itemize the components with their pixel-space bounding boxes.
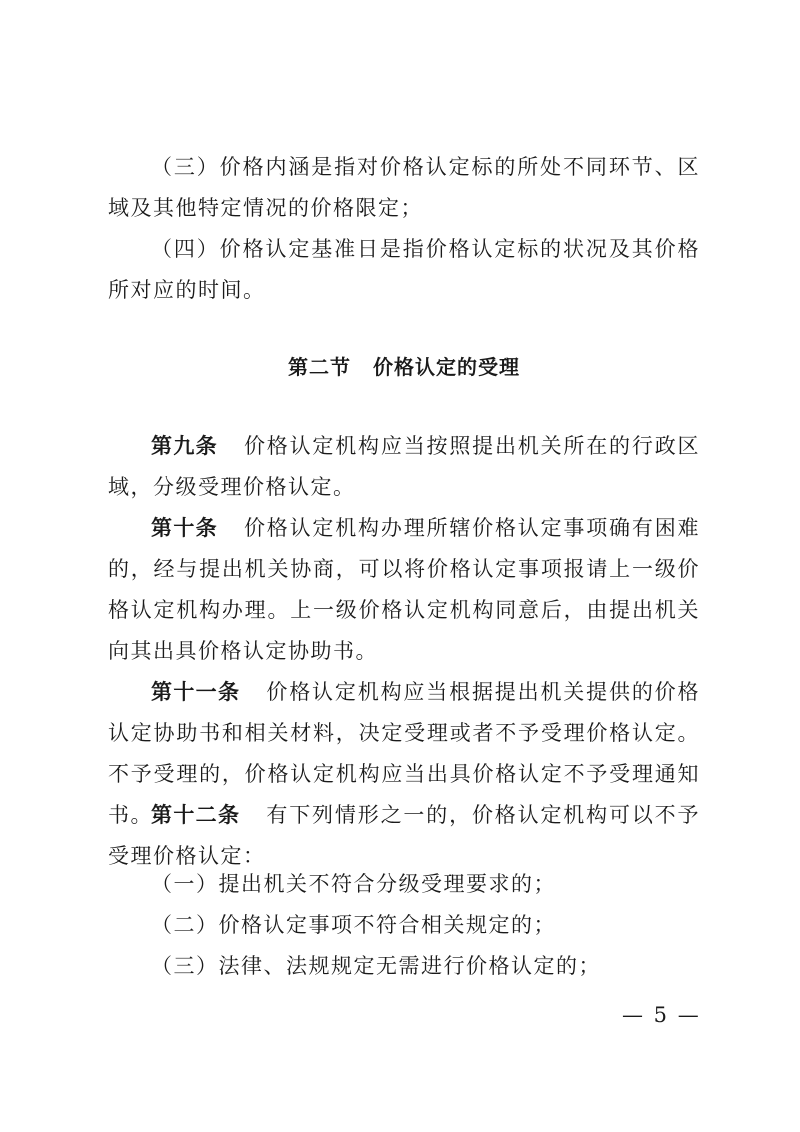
article-10	[108, 508, 700, 672]
paragraph-price-connotation: （三）价格内涵是指对价格认定标的所处不同环节、区域及其他特定情况的价格限定；	[108, 155, 700, 220]
section-number: 第二节	[288, 355, 351, 379]
article-lead: 第十条	[151, 516, 218, 540]
list-item: （三）法律、法规规定无需进行价格认定的；	[151, 954, 601, 978]
article-lead: 第十一条	[151, 680, 241, 704]
list-item: （一）提出机关不符合分级受理要求的；	[151, 872, 556, 896]
article-text: 价格认定机构应当按照提出机关所在的行政区域，分级受理价格认定。	[108, 434, 701, 499]
section-heading	[108, 349, 700, 385]
section-title: 价格认定的受理	[373, 355, 520, 379]
paragraph-base-date: （四）价格认定基准日是指价格认定标的状况及其价格所对应的时间。	[108, 237, 700, 302]
article-text: 有下列情形之一的，价格认定机构可以不予受理价格认定：	[108, 803, 701, 868]
article-lead: 第九条	[151, 434, 218, 458]
article-lead: 第十二条	[151, 803, 241, 827]
page-number: — 5 —	[622, 1003, 701, 1027]
list-item: （二）价格认定事项不符合相关规定的；	[151, 913, 556, 937]
article-9	[108, 426, 700, 508]
article-text: 价格认定机构应当根据提出机关提供的价格认定协助书和相关材料，决定受理或者不予受理价格认定。不予受理的，价格认定机构应当出具价格认定不予受理通知书。	[108, 680, 701, 827]
article-text: 价格认定机构办理所辖价格认定事项确有困难的，经与提出机关协商，可以将价格认定事项报请上一级价格认定机构办理。上一级价格认定机构同意后，由提出机关向其出具价格认定协助书。	[108, 516, 701, 663]
